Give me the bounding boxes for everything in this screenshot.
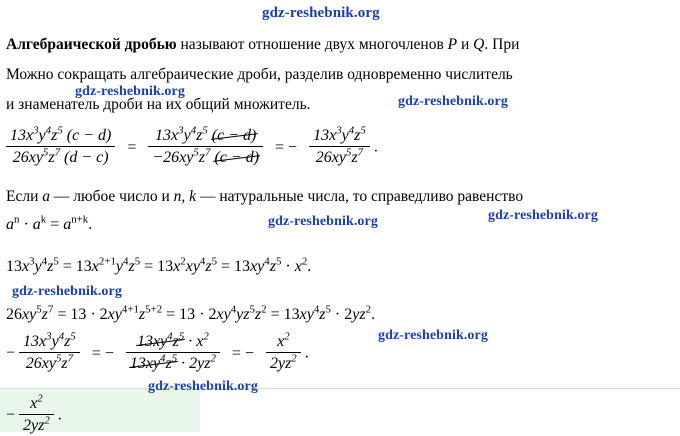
watermark-6: gdz-reshebnik.org — [378, 328, 488, 343]
variable-q: Q — [473, 36, 485, 53]
fraction-1-denominator: $26xy^5z^7$ (d − c) — [12, 146, 109, 166]
definition-line — [6, 36, 519, 54]
answer-minus: − — [6, 406, 16, 424]
variable-a: a — [42, 188, 51, 205]
equation-1-period: . — [373, 138, 378, 156]
fraction-answer-numerator: $x^2$ — [19, 395, 54, 415]
fraction-answer-denominator: $2yz^2$ — [23, 414, 50, 434]
watermark-1: gdz-reshebnik.org — [75, 84, 185, 99]
equation-1-equals-1: = — [127, 138, 137, 156]
watermark-3: gdz-reshebnik.org — [268, 214, 378, 229]
watermark-5: gdz-reshebnik.org — [12, 284, 122, 299]
definition-rest-2: . При — [484, 36, 520, 53]
watermark-2: gdz-reshebnik.org — [398, 94, 508, 109]
watermark-7: gdz-reshebnik.org — [148, 379, 258, 394]
fraction-1 — [6, 124, 115, 167]
fraction-5-numerator: $13xy^4z^5 \cdot x^2$ — [126, 333, 220, 353]
step-3-minus: − — [6, 344, 16, 362]
step-3-period: . — [304, 344, 309, 362]
fraction-4 — [19, 330, 80, 373]
step-3-equals-1: = − — [91, 344, 114, 362]
fraction-4-numerator: $13x^3y^4z^5$ — [19, 333, 80, 353]
power-rule: $a^n \cdot a^k = a^{n+k}$. — [6, 213, 93, 233]
fraction-4-denominator: $26xy^5z^7$ — [25, 352, 74, 372]
fraction-5-denominator: $13xy^4z^5 \cdot 2yz^2$ — [129, 352, 216, 372]
paragraph-3-part-1: Если — [6, 188, 43, 205]
equation-1 — [6, 124, 378, 168]
step-3 — [6, 330, 309, 374]
definition-term: Алгебраической дробью — [6, 36, 177, 53]
fraction-2-numerator: $13x^3y^4z^5$ (c − d) — [148, 127, 263, 147]
fraction-3-denominator: $26xy^5z^7$ — [315, 146, 364, 166]
variable-p: P — [447, 36, 458, 53]
paragraph-2: и знаменатель дроби на их общий множитель. — [6, 96, 311, 113]
variables-n-k: n, k — [173, 188, 197, 205]
step-2: $26xy^5z^7 = 13 \cdot 2xy^{4+1}z^{5+2} = 13 \cdot 2xy^4yz^5z^2 = 13xy^4z^5 \cdot 2yz^2$. — [6, 303, 376, 323]
fraction-1-numerator: $13x^3y^4z^5$ (c − d) — [6, 127, 115, 147]
definition-rest-1: называют отношение двух многочленов — [176, 36, 448, 53]
step-1: $13x^3y^4z^5 = 13x^{2+1}y^4z^5 = 13x^2xy^4z^5 = 13xy^4z^5 \cdot x^2$. — [6, 255, 312, 275]
paragraph-3 — [6, 188, 523, 206]
fraction-answer — [19, 392, 54, 435]
answer — [6, 392, 62, 436]
answer-period: . — [57, 406, 62, 424]
step-3-equals-2: = − — [231, 344, 254, 362]
fraction-6 — [266, 330, 301, 373]
fraction-5 — [126, 330, 220, 373]
equation-1-equals-2: = − — [275, 138, 298, 156]
fraction-6-denominator: $2yz^2$ — [269, 352, 297, 372]
watermark-top: gdz-reshebnik.org — [262, 5, 380, 21]
fraction-3 — [309, 124, 370, 167]
paragraph-3-part-3: — натуральные числа, то справедливо равенство — [196, 188, 524, 205]
paragraph-3-part-2: — любое число и — [50, 188, 174, 205]
watermark-4: gdz-reshebnik.org — [488, 208, 598, 223]
answer-highlight-top-rule — [0, 388, 680, 389]
fraction-3-numerator: $13x^3y^4z^5$ — [309, 127, 370, 147]
fraction-6-numerator: $x^2$ — [266, 333, 301, 353]
fraction-2 — [148, 124, 263, 167]
paragraph-1: Можно сокращать алгебраические дроби, разделив одновременно числитель — [6, 66, 513, 83]
definition-conjunction: и — [457, 36, 474, 53]
fraction-2-denominator: $-26xy^5z^7$ (c − d) — [152, 146, 260, 166]
